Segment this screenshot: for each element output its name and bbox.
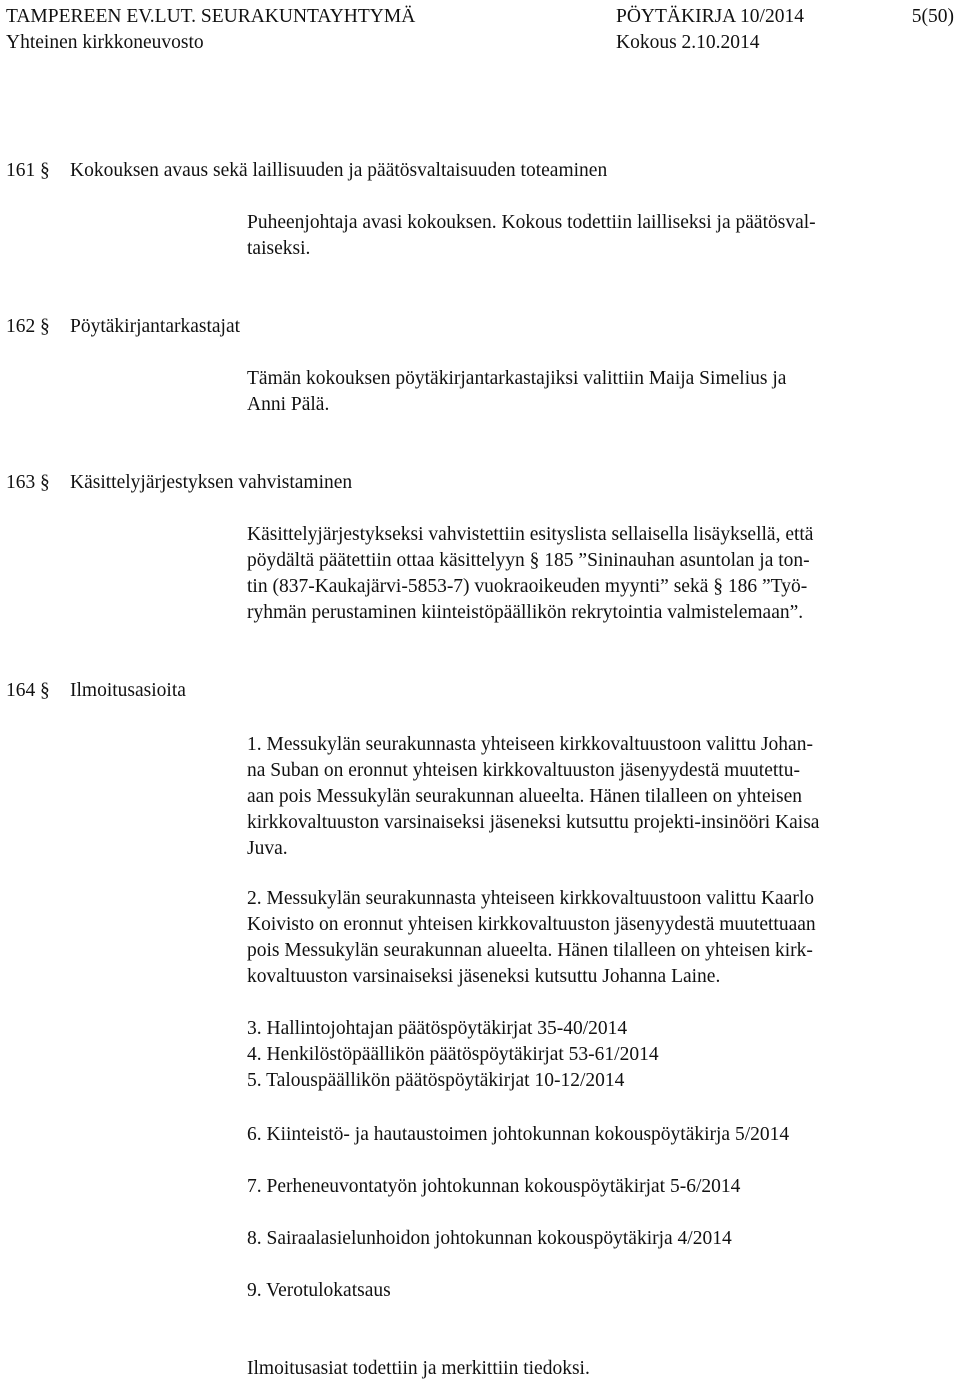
body-line: kirkkovaltuuston varsinaiseksi jäseneksi kutsuttu projekti-insinööri Kaisa xyxy=(247,812,820,833)
page-header xyxy=(6,4,954,56)
section-sign-icon: § xyxy=(40,680,50,701)
body-line: na Suban on eronnut yhteisen kirkkovaltuuston jäsenyydestä muutettu- xyxy=(247,760,800,781)
section-heading-162 xyxy=(6,314,240,340)
body-line: 8. Sairaalasielunhoidon johtokunnan kokouspöytäkirja 4/2014 xyxy=(247,1228,732,1249)
body-line: pois Messukylän seurakunnan alueelta. Hänen tilalleen on yhteisen kirk- xyxy=(247,940,813,961)
section-body-161 xyxy=(247,210,927,262)
section-heading-163 xyxy=(6,470,352,496)
announcement-item-7 xyxy=(247,1174,927,1200)
body-line: pöydältä päätettiin ottaa käsittelyyn § 185 ”Sininauhan asuntolan ja ton- xyxy=(247,550,810,571)
body-line: 7. Perheneuvontatyön johtokunnan kokouspöytäkirjat 5-6/2014 xyxy=(247,1176,741,1197)
body-line: Ilmoitusasiat todettiin ja merkittiin tiedoksi. xyxy=(247,1358,590,1379)
page-number: 5(50) xyxy=(911,6,954,27)
section-number: 163 xyxy=(6,472,36,493)
announcement-items-3-5 xyxy=(247,1016,927,1094)
section-heading-161 xyxy=(6,158,607,184)
body-line: ryhmän perustaminen kiinteistöpäällikön rekrytointia valmistelemaan”. xyxy=(247,602,804,623)
section-number: 162 xyxy=(6,316,36,337)
section-body-163 xyxy=(247,522,927,626)
body-line: Tämän kokouksen pöytäkirjantarkastajiksi valittiin Maija Simelius ja xyxy=(247,368,787,389)
section-title: Ilmoitusasioita xyxy=(70,680,186,701)
announcement-item-8 xyxy=(247,1226,927,1252)
announcement-item-2 xyxy=(247,886,927,990)
meeting-date: Kokous 2.10.2014 xyxy=(616,32,760,53)
body-line: aan pois Messukylän seurakunnan alueelta. Hänen tilalleen on yhteisen xyxy=(247,786,803,807)
body-line: Käsittelyjärjestykseksi vahvistettiin esityslista sellaisella lisäyksellä, että xyxy=(247,524,814,545)
section-title: Kokouksen avaus sekä laillisuuden ja päätösvaltaisuuden toteaminen xyxy=(70,160,608,181)
body-line: Puheenjohtaja avasi kokouksen. Kokous todettiin lailliseksi ja päätösval- xyxy=(247,212,816,233)
organization-name: TAMPEREEN EV.LUT. SEURAKUNTAYHTYMÄ xyxy=(6,6,416,27)
body-line: 9. Verotulokatsaus xyxy=(247,1280,391,1301)
body-line: Anni Pälä. xyxy=(247,394,330,415)
body-line: Koivisto on eronnut yhteisen kirkkovaltuuston jäsenyydestä muutettuaan xyxy=(247,914,816,935)
announcement-item-9 xyxy=(247,1278,927,1304)
announcement-item-1 xyxy=(247,732,927,862)
body-line: 6. Kiinteistö- ja hautaustoimen johtokunnan kokouspöytäkirja 5/2014 xyxy=(247,1124,790,1145)
body-line: 5. Talouspäällikön päätöspöytäkirjat 10-12/2014 xyxy=(247,1070,625,1091)
body-line: 4. Henkilöstöpäällikön päätöspöytäkirjat 53-61/2014 xyxy=(247,1044,659,1065)
body-line: Juva. xyxy=(247,838,288,859)
section-conclusion-164 xyxy=(247,1356,927,1382)
section-heading-164 xyxy=(6,678,186,704)
section-body-162 xyxy=(247,366,927,418)
announcement-item-6 xyxy=(247,1122,927,1148)
section-sign-icon: § xyxy=(40,316,50,337)
section-title: Käsittelyjärjestyksen vahvistaminen xyxy=(70,472,353,493)
body-line: 2. Messukylän seurakunnasta yhteiseen kirkkovaltuustoon valittu Kaarlo xyxy=(247,888,815,909)
section-title: Pöytäkirjantarkastajat xyxy=(70,316,241,337)
document-title: PÖYTÄKIRJA 10/2014 xyxy=(616,6,804,27)
body-line: taiseksi. xyxy=(247,238,311,259)
section-number: 161 xyxy=(6,160,36,181)
body-line: 1. Messukylän seurakunnasta yhteiseen kirkkovaltuustoon valittu Johan- xyxy=(247,734,813,755)
body-line: tin (837-Kaukajärvi-5853-7) vuokraoikeuden myynti” sekä § 186 ”Työ- xyxy=(247,576,808,597)
body-line: 3. Hallintojohtajan päätöspöytäkirjat 35-40/2014 xyxy=(247,1018,628,1039)
body-line: kovaltuuston varsinaiseksi jäseneksi kutsuttu Johanna Laine. xyxy=(247,966,721,987)
section-sign-icon: § xyxy=(40,472,50,493)
section-sign-icon: § xyxy=(40,160,50,181)
body-name: Yhteinen kirkkoneuvosto xyxy=(6,32,204,53)
section-number: 164 xyxy=(6,680,36,701)
